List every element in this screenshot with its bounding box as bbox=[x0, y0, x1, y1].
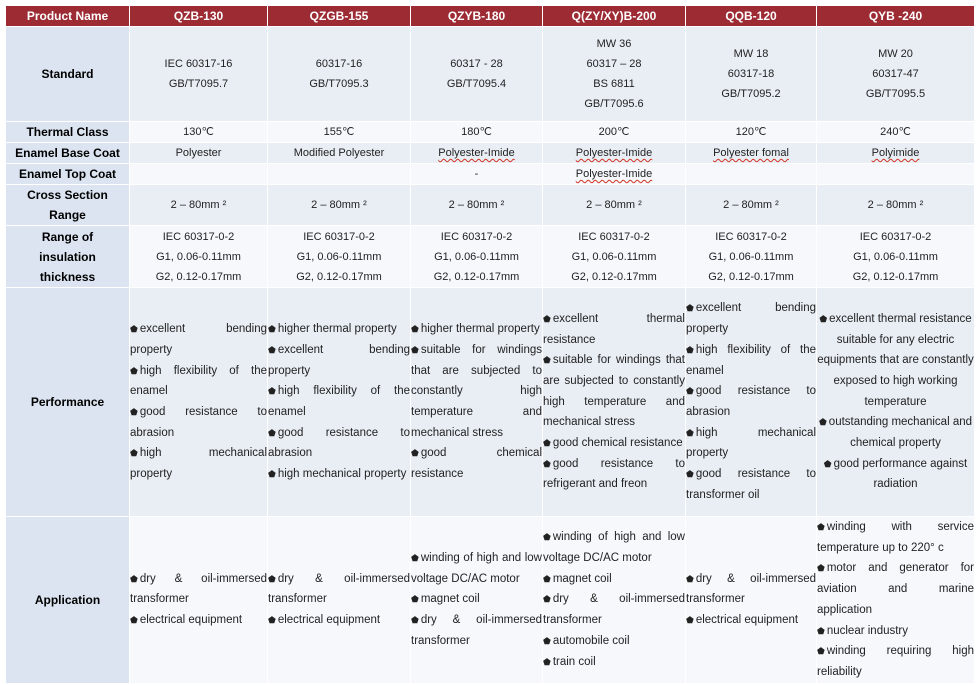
standard-cell: 60317-16 GB/T7095.3 bbox=[268, 27, 411, 122]
list-item: ⬟ good resistance to abrasion bbox=[130, 406, 267, 439]
bullet-icon: ⬟ bbox=[817, 646, 825, 657]
bullet-icon: ⬟ bbox=[543, 594, 551, 605]
list-item: ⬟ train coil bbox=[543, 655, 596, 668]
application-cell bbox=[268, 517, 411, 684]
bullet-icon: ⬟ bbox=[411, 324, 419, 335]
bullet-icon: ⬟ bbox=[130, 573, 138, 584]
list-item: ⬟ electrical equipment bbox=[686, 614, 799, 627]
header-product: QQB-120 bbox=[686, 6, 817, 27]
list-item: ⬟ winding of high and low voltage DC/AC motor bbox=[543, 531, 685, 565]
list-item: ⬟ dry & oil-immersed transformer bbox=[268, 572, 410, 606]
list-item: ⬟ automobile coil bbox=[543, 634, 630, 647]
performance-cell bbox=[411, 288, 543, 517]
list-item: ⬟ excellent thermal resistance suitable for any electric equipments that are constantly exposed to high working temperature bbox=[817, 312, 974, 408]
row-label-thermal-class: Thermal Class bbox=[6, 122, 130, 143]
bullet-icon: ⬟ bbox=[411, 594, 419, 605]
list-item: ⬟ high flexibility of the enamel bbox=[268, 385, 410, 418]
top-coat-cell bbox=[686, 164, 817, 185]
list-item: ⬟ higher thermal property bbox=[268, 323, 397, 336]
base-coat-cell: Polyester bbox=[130, 143, 268, 164]
bullet-icon: ⬟ bbox=[686, 615, 694, 626]
thermal-class-row bbox=[6, 122, 975, 143]
bullet-icon: ⬟ bbox=[686, 427, 694, 438]
application-cell bbox=[130, 517, 268, 684]
thermal-class-cell: 180℃ bbox=[411, 122, 543, 143]
bullet-icon: ⬟ bbox=[130, 407, 138, 417]
list-item: ⬟ dry & oil-immersed transformer bbox=[130, 572, 267, 606]
performance-cell bbox=[130, 288, 268, 517]
insulation-cell: IEC 60317-0-2 G1, 0.06-0.11mm G2, 0.12-0.17mm bbox=[268, 226, 411, 288]
performance-cell bbox=[543, 288, 686, 517]
row-label-top-coat: Enamel Top Coat bbox=[6, 164, 130, 185]
base-coat-row bbox=[6, 143, 975, 164]
bullet-icon: ⬟ bbox=[543, 355, 551, 366]
thermal-class-cell: 240℃ bbox=[817, 122, 975, 143]
bullet-icon: ⬟ bbox=[817, 522, 825, 532]
bullet-icon: ⬟ bbox=[543, 313, 551, 324]
thermal-class-cell: 120℃ bbox=[686, 122, 817, 143]
top-coat-row bbox=[6, 164, 975, 185]
base-coat-cell: Polyester-Imide bbox=[411, 143, 543, 164]
list-item: ⬟ good resistance to refrigerant and freon bbox=[543, 457, 685, 491]
performance-cell bbox=[817, 288, 975, 517]
bullet-icon: ⬟ bbox=[268, 386, 276, 397]
list-item: ⬟ excellent bending property bbox=[268, 343, 410, 377]
insulation-cell: IEC 60317-0-2 G1, 0.06-0.11mm G2, 0.12-0.17mm bbox=[817, 226, 975, 288]
bullet-icon: ⬟ bbox=[130, 324, 138, 335]
bullet-icon: ⬟ bbox=[818, 417, 827, 428]
bullet-icon: ⬟ bbox=[686, 573, 694, 584]
insulation-cell: IEC 60317-0-2 G1, 0.06-0.11mm G2, 0.12-0.17mm bbox=[543, 226, 686, 288]
row-label-standard: Standard bbox=[6, 27, 130, 122]
header-product: QYB -240 bbox=[817, 6, 975, 27]
base-coat-cell: Polyimide bbox=[817, 143, 975, 164]
bullet-icon: ⬟ bbox=[268, 427, 276, 438]
thermal-class-cell: 200℃ bbox=[543, 122, 686, 143]
product-spec-table bbox=[5, 5, 975, 684]
header-product-name: Product Name bbox=[6, 6, 130, 27]
standard-cell: 60317 - 28 GB/T7095.4 bbox=[411, 27, 543, 122]
list-item: ⬟ good chemical resistance bbox=[543, 437, 683, 450]
application-cell bbox=[543, 517, 686, 684]
list-item: ⬟ motor and generator for aviation and marine application bbox=[817, 562, 974, 616]
list-item: ⬟ good resistance to abrasion bbox=[268, 426, 410, 460]
bullet-icon: ⬟ bbox=[817, 563, 825, 574]
list-item: ⬟ excellent thermal resistance bbox=[543, 312, 685, 346]
standard-cell: MW 20 60317-47 GB/T7095.5 bbox=[817, 27, 975, 122]
list-item: ⬟ magnet coil bbox=[543, 572, 612, 585]
base-coat-cell: Polyester fomal bbox=[686, 143, 817, 164]
standard-row bbox=[6, 27, 975, 122]
row-label-application: Application bbox=[6, 517, 130, 684]
row-label-cross-section: Cross Section Range bbox=[6, 185, 130, 226]
cross-section-cell: 2 – 80mm ² bbox=[130, 185, 268, 226]
list-item: ⬟ winding of high and low voltage DC/AC motor bbox=[411, 552, 542, 585]
list-item: ⬟ suitable for windings that are subjected to constantly high temperature and mechanical stress bbox=[543, 354, 685, 429]
bullet-icon: ⬟ bbox=[686, 386, 694, 397]
top-coat-cell bbox=[130, 164, 268, 185]
list-item: ⬟ higher thermal property bbox=[411, 323, 540, 336]
list-item: ⬟ good chemical resistance bbox=[411, 447, 542, 481]
performance-cell bbox=[686, 288, 817, 517]
application-cell bbox=[817, 517, 975, 684]
list-item: ⬟ high flexibility of the enamel bbox=[686, 343, 816, 377]
list-item: ⬟ electrical equipment bbox=[268, 614, 381, 627]
list-item: ⬟ good performance against radiation bbox=[823, 457, 968, 491]
list-item: ⬟ winding requiring high reliability bbox=[817, 645, 974, 678]
list-item: ⬟ excellent bending property bbox=[686, 302, 816, 336]
bullet-icon: ⬟ bbox=[130, 615, 138, 626]
list-item: ⬟ electrical equipment bbox=[130, 614, 243, 627]
list-item: ⬟ magnet coil bbox=[411, 593, 480, 606]
bullet-icon: ⬟ bbox=[130, 448, 138, 459]
bullet-icon: ⬟ bbox=[268, 344, 276, 355]
bullet-icon: ⬟ bbox=[686, 303, 694, 314]
top-coat-cell: - bbox=[411, 164, 543, 185]
bullet-icon: ⬟ bbox=[543, 438, 551, 449]
list-item: ⬟ high mechanical property bbox=[686, 426, 816, 460]
bullet-icon: ⬟ bbox=[543, 635, 551, 646]
bullet-icon: ⬟ bbox=[268, 573, 276, 584]
cross-section-cell: 2 – 80mm ² bbox=[411, 185, 543, 226]
list-item: ⬟ high mechanical property bbox=[130, 447, 267, 481]
insulation-row bbox=[6, 226, 975, 288]
cross-section-cell: 2 – 80mm ² bbox=[686, 185, 817, 226]
row-label-base-coat: Enamel Base Coat bbox=[6, 143, 130, 164]
thermal-class-cell: 155℃ bbox=[268, 122, 411, 143]
list-item: ⬟ excellent bending property bbox=[130, 323, 267, 356]
cross-section-cell: 2 – 80mm ² bbox=[817, 185, 975, 226]
application-cell bbox=[411, 517, 543, 684]
standard-cell: IEC 60317-16 GB/T7095.7 bbox=[130, 27, 268, 122]
row-label-performance: Performance bbox=[6, 288, 130, 517]
application-row bbox=[6, 517, 975, 684]
list-item: ⬟ winding with service temperature up to 220° c bbox=[817, 521, 974, 554]
header-product: QZGB-155 bbox=[268, 6, 411, 27]
list-item: ⬟ high mechanical property bbox=[268, 468, 407, 481]
bullet-icon: ⬟ bbox=[411, 553, 419, 564]
bullet-icon: ⬟ bbox=[543, 458, 551, 469]
base-coat-cell: Polyester-Imide bbox=[543, 143, 686, 164]
bullet-icon: ⬟ bbox=[411, 615, 419, 626]
performance-cell bbox=[268, 288, 411, 517]
bullet-icon: ⬟ bbox=[686, 344, 694, 355]
thermal-class-cell: 130℃ bbox=[130, 122, 268, 143]
list-item: ⬟ high flexibility of the enamel bbox=[130, 364, 267, 398]
bullet-icon: ⬟ bbox=[268, 324, 276, 335]
list-item: ⬟ nuclear industry bbox=[817, 624, 909, 637]
cross-section-cell: 2 – 80mm ² bbox=[268, 185, 411, 226]
top-coat-cell bbox=[817, 164, 975, 185]
bullet-icon: ⬟ bbox=[268, 469, 276, 480]
standard-cell: MW 18 60317-18 GB/T7095.2 bbox=[686, 27, 817, 122]
bullet-icon: ⬟ bbox=[543, 573, 551, 584]
top-coat-cell: Polyester-Imide bbox=[543, 164, 686, 185]
list-item: ⬟ dry & oil-immersed transformer bbox=[686, 572, 816, 606]
header-product: Q(ZY/XY)B-200 bbox=[543, 6, 686, 27]
bullet-icon: ⬟ bbox=[543, 656, 551, 667]
bullet-icon: ⬟ bbox=[686, 469, 694, 480]
bullet-icon: ⬟ bbox=[823, 458, 832, 469]
list-item: ⬟ dry & oil-immersed transformer bbox=[543, 593, 685, 627]
bullet-icon: ⬟ bbox=[411, 448, 419, 459]
row-label-insulation: Range of insulation thickness bbox=[6, 226, 130, 288]
list-item: ⬟ good resistance to abrasion bbox=[686, 385, 816, 418]
top-coat-cell bbox=[268, 164, 411, 185]
cross-section-cell: 2 – 80mm ² bbox=[543, 185, 686, 226]
insulation-cell: IEC 60317-0-2 G1, 0.06-0.11mm G2, 0.12-0.17mm bbox=[686, 226, 817, 288]
insulation-cell: IEC 60317-0-2 G1, 0.06-0.11mm G2, 0.12-0.17mm bbox=[411, 226, 543, 288]
bullet-icon: ⬟ bbox=[130, 365, 138, 376]
cross-section-row bbox=[6, 185, 975, 226]
bullet-icon: ⬟ bbox=[543, 532, 551, 543]
header-product: QZB-130 bbox=[130, 6, 268, 27]
list-item: ⬟ good resistance to transformer oil bbox=[686, 468, 816, 501]
bullet-icon: ⬟ bbox=[817, 625, 825, 636]
application-cell bbox=[686, 517, 817, 684]
bullet-icon: ⬟ bbox=[411, 344, 419, 355]
header-product: QZYB-180 bbox=[411, 6, 543, 27]
bullet-icon: ⬟ bbox=[268, 615, 276, 626]
list-item: ⬟ dry & oil-immersed transformer bbox=[411, 614, 542, 647]
header-row bbox=[6, 6, 975, 27]
insulation-cell: IEC 60317-0-2 G1, 0.06-0.11mm G2, 0.12-0.17mm bbox=[130, 226, 268, 288]
standard-cell: MW 36 60317 – 28 BS 6811 GB/T7095.6 bbox=[543, 27, 686, 122]
list-item: ⬟ outstanding mechanical and chemical property bbox=[818, 416, 973, 450]
bullet-icon: ⬟ bbox=[819, 313, 828, 324]
list-item: ⬟ suitable for windings that are subjected to constantly high temperature and mechanical stress bbox=[411, 343, 542, 439]
performance-row bbox=[6, 288, 975, 517]
base-coat-cell: Modified Polyester bbox=[268, 143, 411, 164]
